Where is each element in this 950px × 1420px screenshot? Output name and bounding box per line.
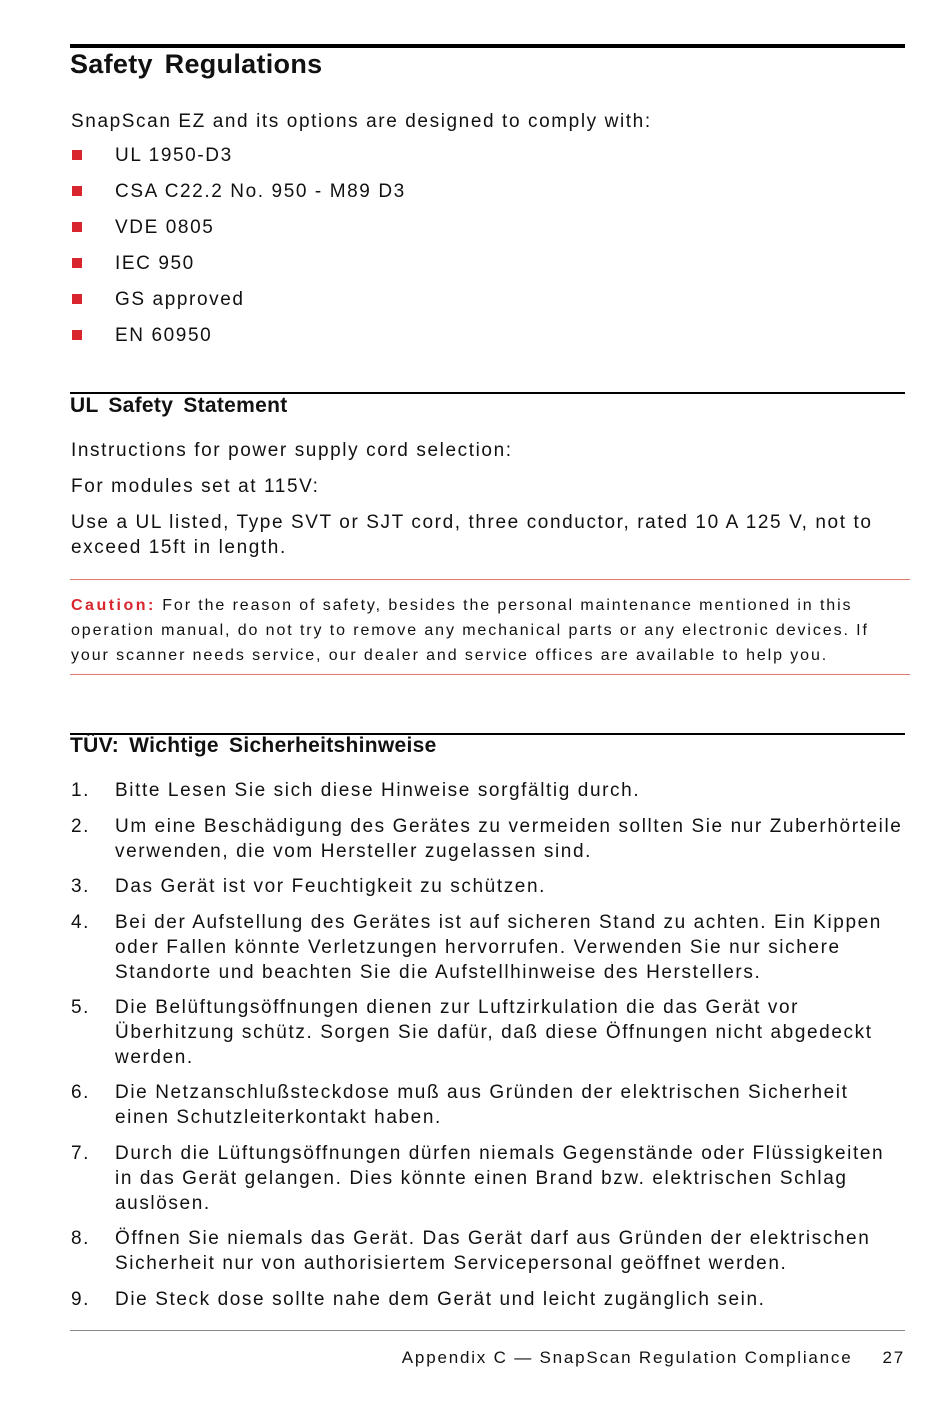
list-item-text: Das Gerät ist vor Feuchtigkeit zu schützen.: [115, 876, 547, 897]
list-item-number: 2.: [71, 816, 91, 837]
list-item-text: VDE 0805: [115, 217, 215, 238]
list-item-number: 1.: [71, 780, 91, 801]
list-item-number: 6.: [71, 1082, 91, 1103]
caution-text: For the reason of safety, besides the personal maintenance mentioned in this operation manual, do not try to remove any mechanical parts or any electronic devices. If your scanner needs service, our dealer and service offices are available to help you.: [71, 597, 869, 664]
bullet-square-icon: [72, 222, 82, 232]
page-number: 27: [882, 1348, 905, 1367]
list-item-text: Die Belüftungsöffnungen dienen zur Luftzirkulation die das Gerät vor Überhitzung schütz. Sorgen Sie dafür, daß diese Öffnungen nicht abgedeckt werden.: [115, 997, 873, 1068]
list-item-number: 7.: [71, 1143, 91, 1164]
bullet-square-icon: [72, 294, 82, 304]
list-item-text: Die Steck dose sollte nahe dem Gerät und leicht zugänglich sein.: [115, 1289, 766, 1310]
bullet-square-icon: [72, 330, 82, 340]
list-item-number: 5.: [71, 997, 91, 1018]
list-item-number: 8.: [71, 1228, 91, 1249]
footer-rule: [70, 1330, 905, 1331]
paragraph: Use a UL listed, Type SVT or SJT cord, three conductor, rated 10 A 125 V, not to exceed 15ft in length.: [71, 512, 873, 558]
list-item-text: Bei der Aufstellung des Gerätes ist auf sicheren Stand zu achten. Ein Kippen oder Fallen könnte Verletzungen hervorrufen. Verwenden Sie nur sichere Standorte und beachten Sie die Aufstellhinweise des Herstellers.: [115, 912, 882, 983]
paragraph: For modules set at 115V:: [71, 476, 320, 497]
list-item-number: 4.: [71, 912, 91, 933]
list-item-text: GS approved: [115, 289, 245, 310]
page-footer: [402, 1348, 905, 1368]
bullet-square-icon: [72, 258, 82, 268]
footer-text: Appendix C — SnapScan Regulation Compliance: [401, 1348, 853, 1367]
section-rule: [70, 44, 905, 48]
caution-bottom-rule: [70, 674, 910, 675]
list-item-text: Bitte Lesen Sie sich diese Hinweise sorgfältig durch.: [115, 780, 641, 801]
caution-note: [71, 593, 911, 668]
section-heading: UL Safety Statement: [70, 394, 288, 417]
list-item-text: Um eine Beschädigung des Gerätes zu vermeiden sollten Sie nur Zuberhörteile verwenden, die vom Hersteller zugelassen sind.: [115, 816, 903, 862]
section-heading: TÜV: Wichtige Sicherheitshinweise: [70, 734, 437, 757]
paragraph: Instructions for power supply cord selection:: [71, 440, 513, 461]
intro-paragraph: SnapScan EZ and its options are designed to comply with:: [71, 111, 652, 132]
list-item-text: UL 1950-D3: [115, 145, 233, 166]
list-item-text: Öffnen Sie niemals das Gerät. Das Gerät darf aus Gründen der elektrischen Sicherheit nur von authorisiertem Servicepersonal geöffnet werden.: [115, 1228, 871, 1274]
bullet-square-icon: [72, 186, 82, 196]
list-item-text: CSA C22.2 No. 950 - M89 D3: [115, 181, 406, 202]
list-item-text: EN 60950: [115, 325, 213, 346]
bullet-square-icon: [72, 150, 82, 160]
list-item-text: Die Netzanschlußsteckdose muß aus Gründen der elektrischen Sicherheit einen Schutzleiterkontakt haben.: [115, 1082, 849, 1128]
caution-top-rule: [70, 579, 910, 580]
list-item-text: Durch die Lüftungsöffnungen dürfen niemals Gegenstände oder Flüssigkeiten in das Gerät gelangen. Dies könnte einen Brand bzw. elektrischen Schlag auslösen.: [115, 1143, 885, 1214]
list-item-number: 3.: [71, 876, 91, 897]
page-title: Safety Regulations: [70, 49, 323, 79]
list-item-number: 9.: [71, 1289, 91, 1310]
list-item-text: IEC 950: [115, 253, 195, 274]
caution-label: Caution:: [71, 597, 156, 614]
